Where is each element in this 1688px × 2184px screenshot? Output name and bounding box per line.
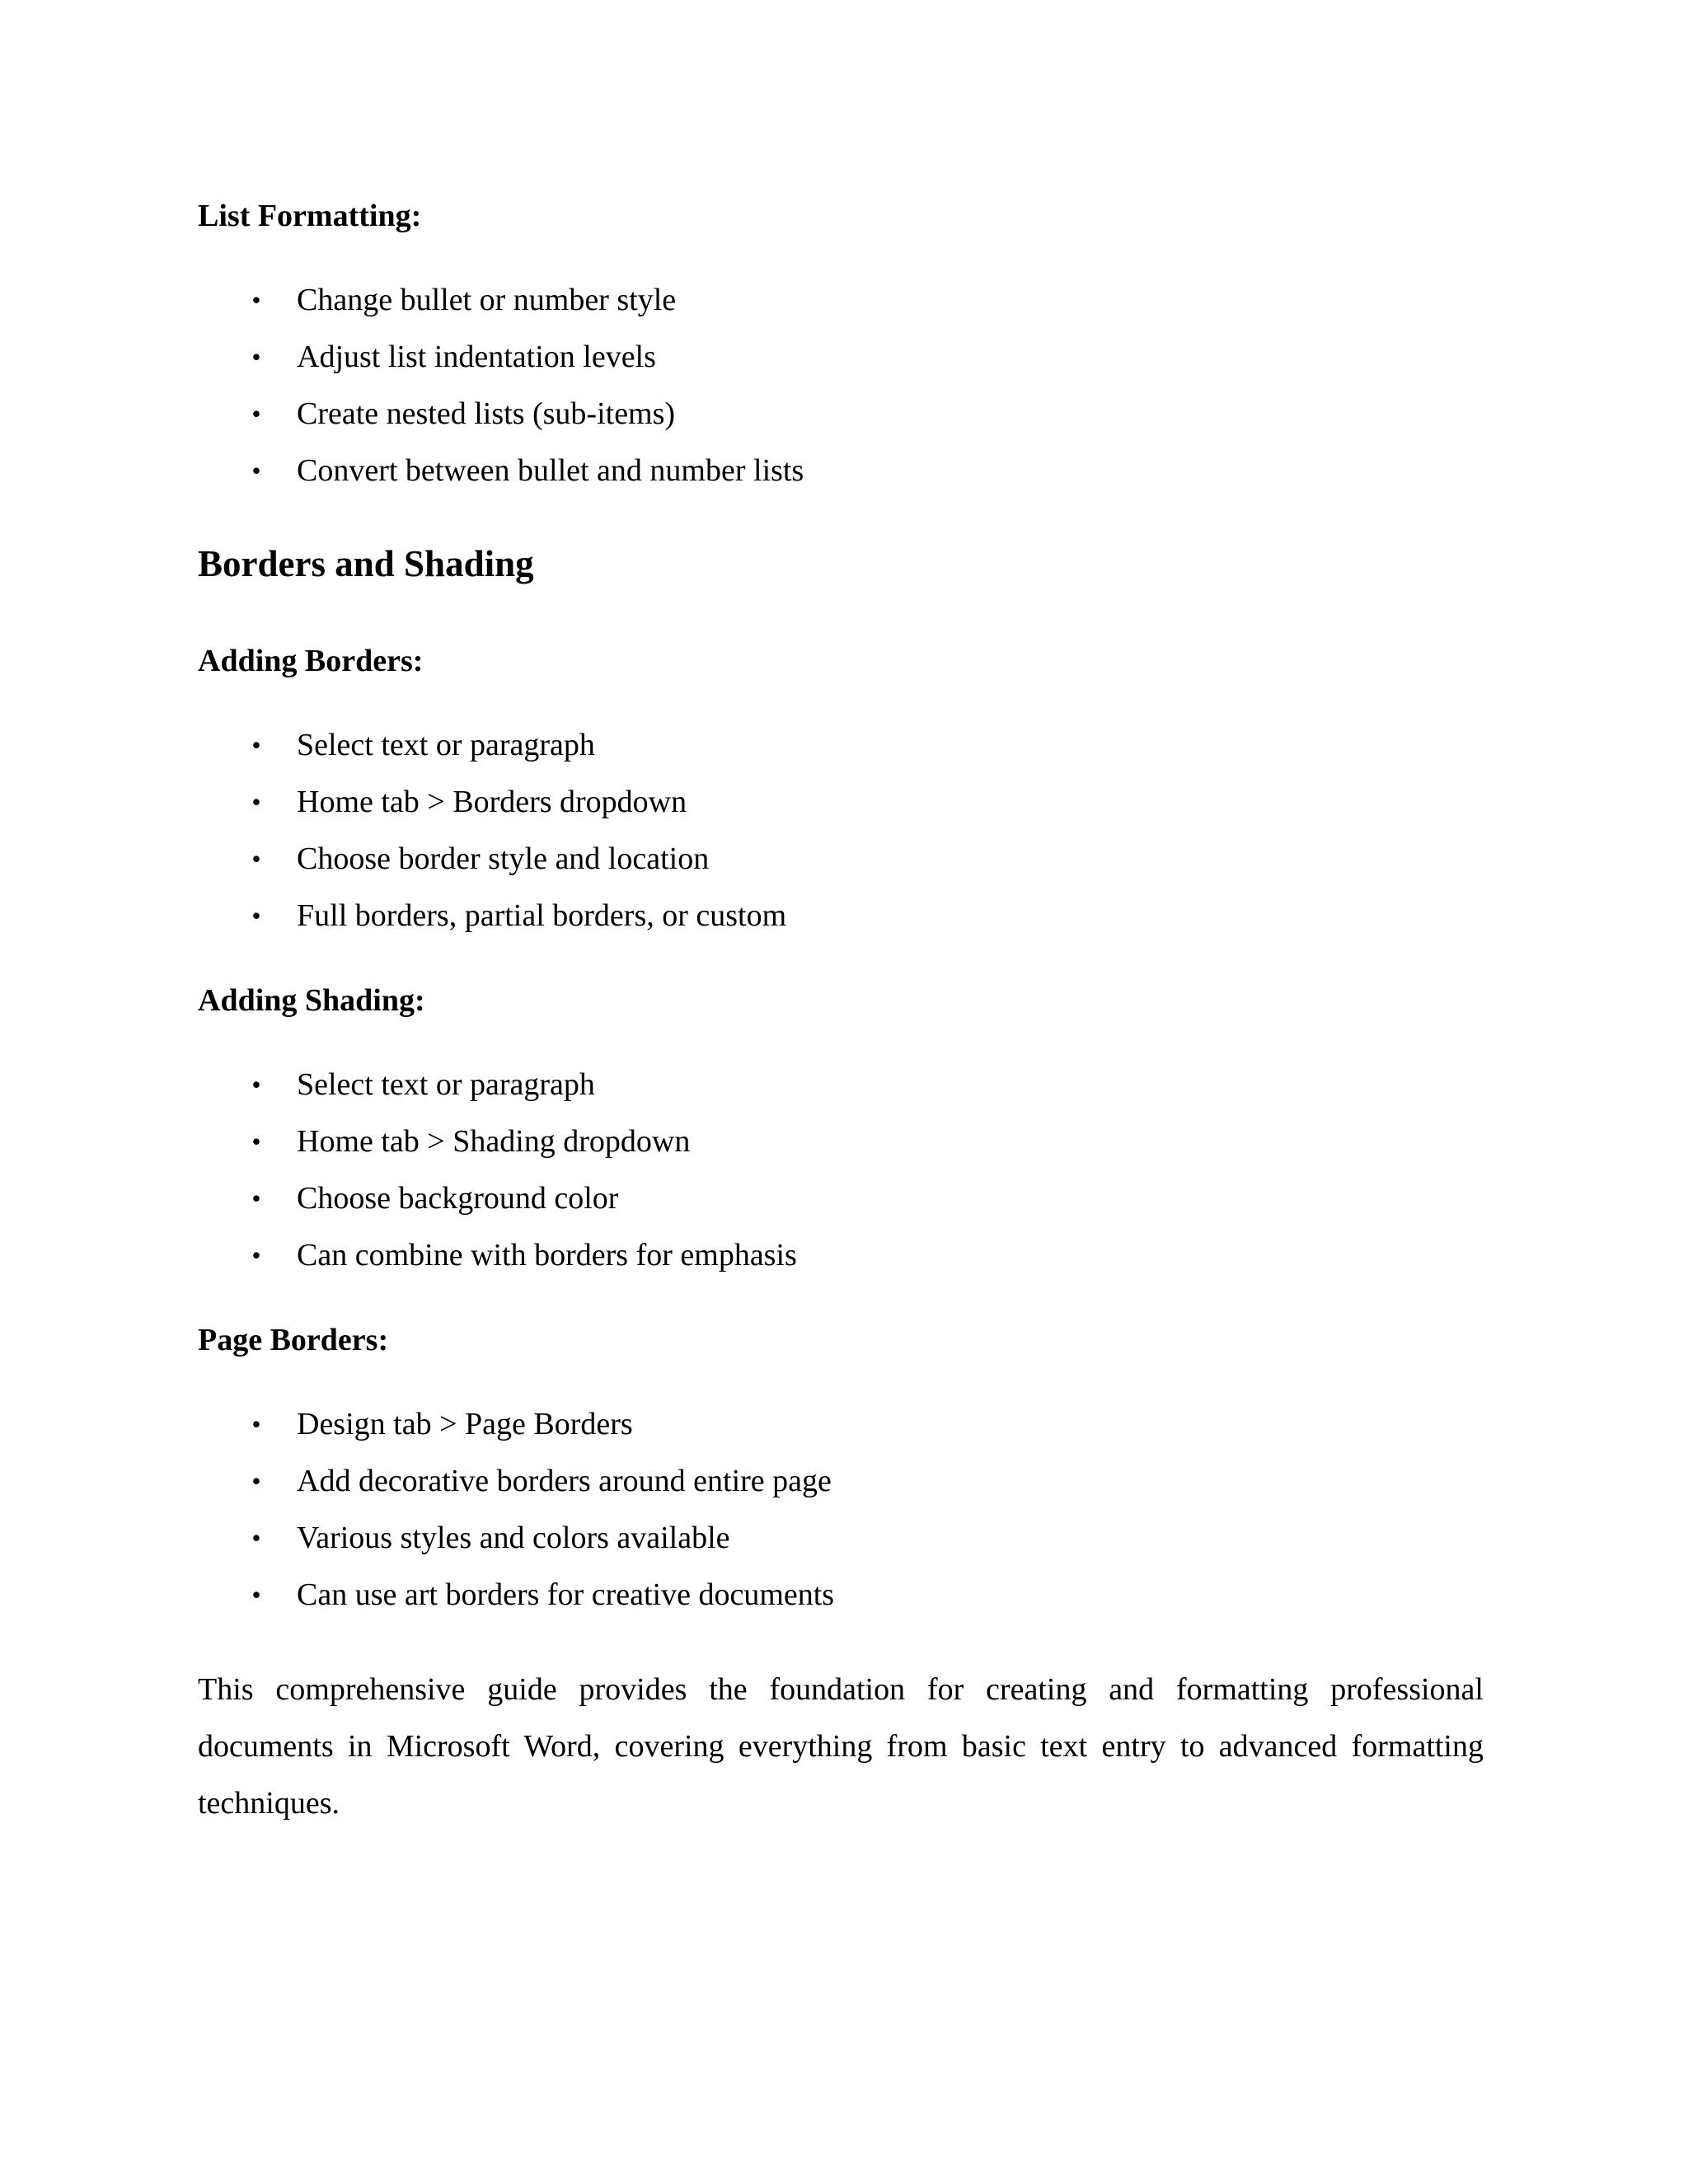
bullet-icon: • [251,1127,261,1156]
bullet-icon: • [251,787,261,817]
list-item [198,1227,1484,1284]
list-item [198,1170,1484,1227]
list-item [198,1396,1484,1453]
adding-shading-list [198,1057,1484,1284]
document-content [198,196,1484,1832]
list-item-text: Design tab > Page Borders [297,1407,633,1441]
adding-borders-heading: Adding Borders: [198,644,424,678]
bullet-icon: • [251,1466,261,1496]
list-item [198,386,1484,443]
list-item-text: Select text or paragraph [297,728,595,762]
list-item [198,329,1484,386]
page-borders-heading: Page Borders: [198,1323,389,1357]
list-item-text: Home tab > Borders dropdown [297,785,687,819]
bullet-icon: • [251,1409,261,1439]
bullet-icon: • [251,1183,261,1213]
list-item-text: Select text or paragraph [297,1067,595,1102]
bullet-icon: • [251,342,261,372]
list-item-text: Full borders, partial borders, or custom [297,898,787,933]
list-formatting-list [198,272,1484,499]
list-item [198,1057,1484,1113]
bullet-icon: • [251,399,261,429]
bullet-icon: • [251,1580,261,1610]
list-item-text: Can combine with borders for emphasis [297,1238,797,1272]
list-item [198,831,1484,888]
list-item-text: Choose border style and location [297,841,710,876]
bullet-icon: • [251,456,261,485]
list-item [198,1510,1484,1567]
list-item [198,443,1484,499]
bullet-icon: • [251,844,261,874]
closing-paragraph: This comprehensive guide provides the foundation for creating and formatting professional documents in Microsoft Word, covering everything from basic text entry to advanced formatting techniques. [198,1672,1484,1821]
list-item-text: Various styles and colors available [297,1521,730,1555]
page-borders-list [198,1396,1484,1624]
list-item-text: Home tab > Shading dropdown [297,1124,691,1159]
bullet-icon: • [251,730,261,760]
list-item-text: Add decorative borders around entire page [297,1464,832,1498]
list-item-text: Create nested lists (sub-items) [297,396,676,431]
list-item [198,717,1484,774]
list-item [198,1567,1484,1624]
adding-shading-heading: Adding Shading: [198,983,425,1018]
adding-borders-list [198,717,1484,944]
bullet-icon: • [251,1240,261,1270]
bullet-icon: • [251,901,261,930]
list-item-text: Can use art borders for creative documents [297,1577,835,1612]
list-item [198,272,1484,329]
list-item-text: Convert between bullet and number lists [297,453,804,488]
list-formatting-heading: List Formatting: [198,199,422,233]
list-item [198,1113,1484,1170]
list-item [198,888,1484,944]
list-item-text: Adjust list indentation levels [297,340,656,374]
list-item-text: Choose background color [297,1181,619,1216]
bullet-icon: • [251,285,261,315]
list-item [198,1453,1484,1510]
list-item [198,774,1484,831]
bullet-icon: • [251,1523,261,1553]
borders-and-shading-heading: Borders and Shading [198,543,534,584]
list-item-text: Change bullet or number style [297,283,677,317]
bullet-icon: • [251,1070,261,1099]
